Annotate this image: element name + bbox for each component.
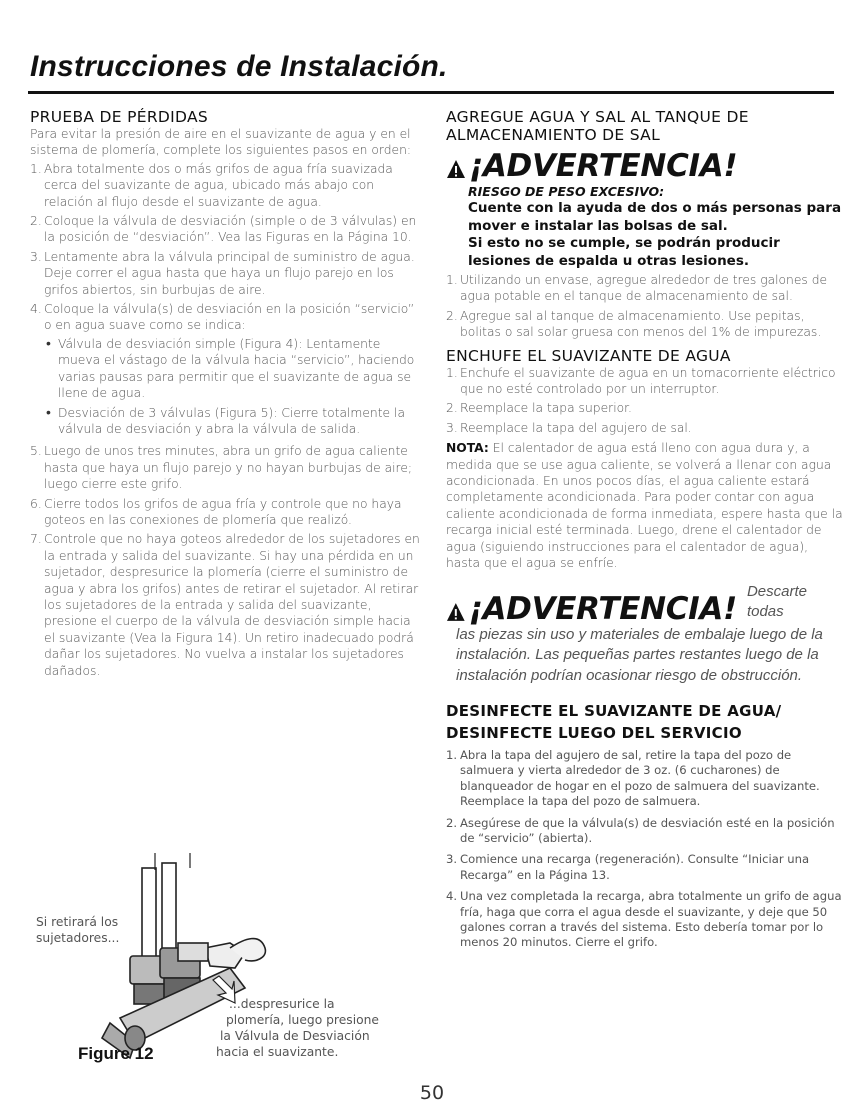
weight-warning	[446, 150, 846, 270]
right-column	[446, 108, 846, 954]
warning-title: ¡ADVERTENCIA!	[469, 148, 738, 184]
warning-instruction: Cuente con la ayuda de dos o más personas para mover e instalar las bolsas de sal.	[468, 200, 842, 234]
water-heater-note: NOTA: El calentador de agua está lleno con agua dura y, a medida que se use agua caliente, se volverá a llenar con agua acondicionada. En unos pocos días, el agua caliente estará completamente acondicionada. Para poder contar con agua caliente acondicionada de forma inmediata, espere hasta que la recarga inicial esté terminada. Luego, drene el calentador de agua (siguiendo instrucciones para el calentador de agua), hasta que el agua se enfríe.	[446, 441, 843, 571]
warning-inline-text: Descarte todas	[746, 582, 807, 620]
list-item: 1. Enchufe el suavizante de agua en un tomacorriente eléctrico que no esté controlado por un interruptor.	[446, 365, 836, 397]
list-item: 3. Lentamente abra la válvula principal de suministro de agua. Deje correr el agua hasta que haya un flujo parejo en los grifos abiertos, sin burbujas de aire.	[30, 249, 415, 297]
disinfect-steps	[446, 748, 846, 951]
list-item: 3. Comience una recarga (regeneración). Consulte “Iniciar una Recarga” en la Página 13.	[446, 852, 810, 882]
list-item: 4. Una vez completada la recarga, abra totalmente un grifo de agua fría, haga que corra el agua desde el suavizante, y deje que 50 galones corran a través del sistema. Esto debería tomar por lo menos 20 minutos. Cierre el grifo.	[446, 889, 842, 950]
list-item: 5. Luego de unos tres minutes, abra un grifo de agua caliente hasta que haya un flujo parejo y no hayan burbujas de aire; luego cierre este grifo.	[30, 444, 413, 492]
plug-in-heading: ENCHUFE EL SUAVIZANTE DE AGUA	[446, 346, 731, 365]
list-item: 3. Reemplace la tapa del agujero de sal.	[446, 420, 692, 435]
warning-triangle-icon	[446, 159, 466, 179]
list-item: 2. Asegúrese de que la válvula(s) de desviación esté en la posición de “servicio” (abierta).	[446, 815, 835, 846]
bullet-item: • Válvula de desviación simple (Figura 4): Lentamente mueva el vástago de la válvula hacia “servicio”, haciendo varias pausas para permitir que el suavizante de agua se llene de agua.	[46, 335, 415, 401]
list-item: 1. Abra la tapa del agujero de sal, retire la tapa del pozo de salmuera y vierta alrededor de 3 oz. (6 cucharones) de blanqueador de hogar en el pozo de salmuera del suavizante. Reemplace la tapa del pozo de salmuera.	[446, 748, 820, 809]
warning-consequence: Si esto no se cumple, se podrán producir lesiones de espalda u otras lesiones.	[468, 235, 780, 269]
choking-warning	[446, 582, 846, 687]
list-item: 2. Agregue sal al tanque de almacenamiento. Use pepitas, bolitas o sal solar gruesa con menos del 1% de impurezas.	[446, 308, 822, 340]
warning-description: las piezas sin uso y materiales de embalaje luego de la instalación. Las pequeñas partes restantes luego de la instalación podrían ocasionar riesgo de obstrucción.	[456, 625, 823, 684]
leak-test-steps	[30, 161, 424, 679]
list-item: 4. Coloque la válvula(s) de desviación en la posición “servicio” o en agua suave como se indica: • Válvula de desviación simple (Figura 4): Lentamente mueva el vástago de la válvula hacia “servicio”, haciendo varias pausas para permitir que el suavizante de agua se llene de agua. • Desviación de 3 válvulas (Figura 5): Cierre totalmente la válvula de desviación y abra la válvula de salida.	[30, 301, 424, 440]
list-item: 1. Utilizando un envase, agregue alrededor de tres galones de agua potable en el tanque de almacenamiento de sal.	[446, 273, 828, 304]
list-item: 1. Abra totalmente dos o más grifos de agua fría suavizada cerca del suavizante de agua, ubicado más abajo con relación al flujo desde el suavizante de agua.	[30, 161, 393, 209]
warning-triangle-icon	[446, 602, 466, 622]
leak-test-intro: Para evitar la presión de aire en el suavizante de agua y en el sistema de plomería, complete los siguientes pasos en orden:	[30, 127, 412, 158]
bypass-valve-bullets	[44, 336, 424, 437]
title-divider	[28, 91, 834, 94]
list-item: 2. Reemplace la tapa superior.	[446, 401, 632, 416]
salt-tank-heading: AGREGUE AGUA Y SAL AL TANQUE DE ALMACENAMIENTO DE SAL	[446, 108, 749, 144]
left-column	[30, 108, 424, 682]
leak-test-heading: PRUEBA DE PÉRDIDAS	[30, 108, 208, 126]
bullet-icon: •	[46, 335, 51, 352]
bullet-icon: •	[46, 404, 51, 421]
figure-12	[30, 848, 430, 1098]
bullet-item: • Desviación de 3 válvulas (Figura 5): Cierre totalmente la válvula de desviación y abra la válvula de salida.	[46, 404, 405, 436]
warning-title: ¡ADVERTENCIA!	[468, 590, 737, 627]
list-item: 6. Cierre todos los grifos de agua fría y controle que no haya goteos en las conexiones de plomería que realizó.	[30, 496, 402, 527]
disinfect-heading: DESINFECTE EL SUAVIZANTE DE AGUA/ DESINFECTE LUEGO DEL SERVICIO	[446, 702, 782, 742]
note-label: NOTA:	[446, 441, 489, 456]
plug-in-steps	[446, 365, 846, 437]
figure-label-right: ...despresurice la plomería, luego presione la Válvula de Desviación hacia el suavizante.	[216, 997, 379, 1059]
page-title: Instrucciones de Instalación.	[30, 50, 448, 83]
warning-subtitle: RIESGO DE PESO EXCESIVO:	[468, 184, 665, 199]
figure-label-left: Si retirará los sujetadores...	[36, 915, 120, 945]
page-number: 50	[419, 1082, 445, 1104]
salt-steps	[446, 272, 846, 341]
list-item: 2. Coloque la válvula de desviación (simple o de 3 válvulas) en la posición de “desviación”. Vea las Figuras en la Página 10.	[30, 214, 417, 245]
list-item: 7. Controle que no haya goteos alrededor de los sujetadores en la entrada y salida del suavizante. Si hay una pérdida en un sujetador, despresurice la plomería (cierre el suministro de agua y abra los grifos) antes de retirar el sujetador. Al retirar los sujetadores de la entrada y salida del suavizante, presione el cuerpo de la válvula de desviación simple hacia el suavizante (Vea la Figura 14). Un retiro inadecuado podrá dañar los sujetadores. No vuelva a instalar los sujetadores dañados.	[30, 532, 420, 678]
figure-caption: Figure 12	[78, 1044, 154, 1063]
